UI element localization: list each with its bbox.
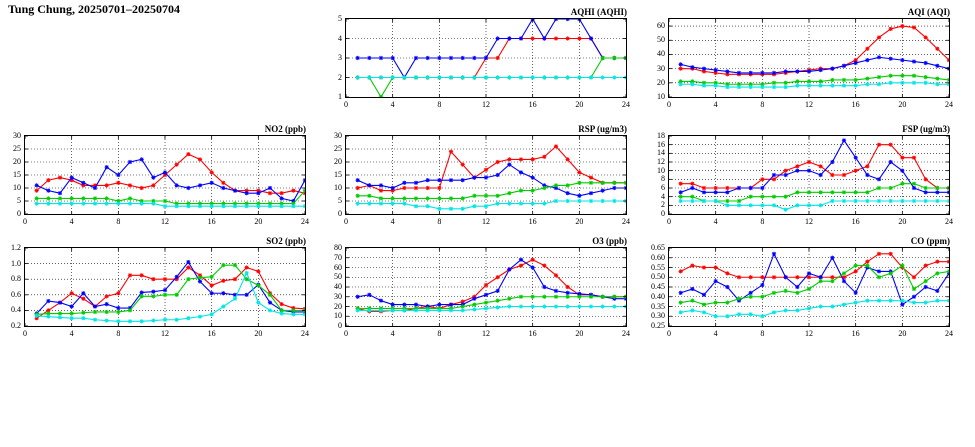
series-line-blue	[358, 260, 626, 307]
xtick-label: 24	[945, 329, 953, 338]
ytick-label: 15	[13, 170, 21, 179]
ytick-label: 3	[338, 53, 342, 62]
chart-title-aqi: AQI (AQI)	[907, 7, 950, 17]
xtick-label: 0	[23, 217, 27, 226]
series-line-red	[681, 254, 949, 277]
chart-title-fsp: FSP (ug/m3)	[902, 124, 950, 134]
plot-area-o3	[345, 247, 627, 327]
ytick-label: 1	[338, 92, 342, 101]
xtick-label: 4	[390, 100, 395, 109]
xtick-label: 16	[851, 329, 860, 338]
ytick-label: 2	[338, 72, 342, 82]
ytick-label: 30	[334, 131, 342, 140]
xtick-label: 8	[116, 217, 121, 226]
ytick-label: 25	[334, 144, 342, 153]
series-line-blue	[37, 159, 305, 201]
ytick-label: 12	[657, 157, 665, 166]
xtick-label: 12	[482, 217, 490, 226]
xtick-label: 4	[713, 100, 718, 109]
xtick-label: 8	[760, 217, 765, 226]
series-line-blue	[681, 57, 949, 73]
ytick-label: 30	[334, 291, 342, 301]
xtick-label: 12	[482, 100, 490, 109]
plot-area-co	[668, 247, 950, 327]
ytick-label: 70	[334, 252, 342, 262]
plot-area-aqi	[668, 18, 950, 98]
ytick-label: 0.45	[651, 282, 665, 291]
xtick-label: 24	[301, 217, 309, 226]
ytick-label: 5	[338, 196, 342, 205]
xtick-label: 20	[575, 100, 584, 109]
series-line-blue	[358, 19, 626, 78]
ytick-label: 30	[657, 63, 665, 73]
xtick-label: 24	[945, 217, 953, 226]
ytick-label: 0.35	[651, 301, 665, 311]
xtick-label: 20	[898, 329, 907, 338]
ytick-label: 5	[338, 14, 342, 23]
xtick-label: 4	[390, 217, 395, 226]
ytick-label: 10	[657, 92, 665, 101]
ytick-label: 1.0	[11, 258, 21, 268]
plot-area-fsp	[668, 135, 950, 215]
ytick-label: 6	[661, 183, 665, 192]
ytick-label: 0	[338, 321, 342, 330]
plot-area-no2	[24, 135, 306, 215]
ytick-label: 0.25	[651, 321, 665, 330]
xtick-label: 16	[528, 329, 537, 338]
xtick-label: 16	[207, 329, 216, 338]
xtick-label: 12	[805, 217, 813, 226]
xtick-label: 24	[622, 329, 630, 338]
ytick-label: 5	[17, 196, 21, 205]
series-line-red	[358, 146, 626, 190]
xtick-label: 16	[851, 217, 860, 226]
xtick-label: 0	[667, 100, 671, 109]
series-line-blue	[37, 262, 305, 313]
xtick-label: 16	[528, 100, 537, 109]
xtick-label: 0	[667, 217, 671, 226]
series-line-green	[681, 266, 949, 305]
ytick-label: 4	[661, 191, 665, 201]
xtick-label: 20	[898, 217, 907, 226]
xtick-label: 20	[575, 329, 584, 338]
plot-area-aqhi	[345, 18, 627, 98]
xtick-label: 8	[116, 329, 121, 338]
plot-area-rsp	[345, 135, 627, 215]
series-line-blue	[358, 165, 626, 196]
xtick-label: 20	[575, 217, 584, 226]
ytick-label: 60	[334, 262, 342, 272]
xtick-label: 4	[69, 217, 74, 226]
ytick-label: 20	[334, 301, 342, 311]
chart-title-o3: O3 (ppb)	[592, 236, 627, 246]
series-line-cyan	[37, 273, 305, 321]
xtick-label: 8	[437, 217, 442, 226]
xtick-label: 24	[622, 217, 630, 226]
ytick-label: 0.2	[11, 321, 21, 330]
xtick-label: 12	[161, 329, 169, 338]
ytick-label: 0.6	[11, 289, 21, 299]
ytick-label: 10	[657, 165, 665, 175]
xtick-label: 12	[805, 329, 813, 338]
ytick-label: 18	[657, 131, 665, 140]
xtick-label: 24	[622, 100, 630, 109]
ytick-label: 10	[13, 183, 21, 192]
xtick-label: 8	[760, 100, 765, 109]
ytick-label: 80	[334, 243, 342, 252]
plot-area-so2	[24, 247, 306, 327]
xtick-label: 20	[254, 217, 263, 226]
ytick-label: 20	[13, 157, 21, 166]
ytick-label: 30	[13, 131, 21, 140]
ytick-label: 60	[657, 21, 665, 31]
chart-title-aqhi: AQHI (AQHI)	[570, 7, 627, 17]
xtick-label: 16	[528, 217, 537, 226]
xtick-label: 0	[344, 217, 348, 226]
ytick-label: 40	[657, 49, 665, 59]
ytick-label: 14	[657, 148, 665, 158]
series-line-blue	[681, 140, 949, 192]
xtick-label: 12	[161, 217, 169, 226]
ytick-label: 1.2	[11, 243, 21, 252]
ytick-label: 0.50	[651, 272, 665, 282]
xtick-label: 0	[344, 100, 348, 109]
xtick-label: 8	[760, 329, 765, 338]
xtick-label: 4	[69, 329, 74, 338]
ytick-label: 0.60	[651, 252, 665, 262]
ytick-label: 50	[657, 35, 665, 45]
ytick-label: 0.40	[651, 291, 665, 301]
series-line-red	[681, 26, 949, 74]
ytick-label: 8	[661, 174, 665, 184]
ytick-label: 25	[13, 144, 21, 153]
xtick-label: 16	[207, 217, 216, 226]
chart-title-co: CO (ppm)	[910, 236, 950, 246]
chart-title-rsp: RSP (ug/m3)	[578, 124, 627, 134]
ytick-label: 0.55	[651, 262, 665, 272]
ytick-label: 0	[17, 209, 21, 218]
xtick-label: 24	[301, 329, 309, 338]
xtick-label: 16	[851, 100, 860, 109]
xtick-label: 8	[437, 329, 442, 338]
ytick-label: 40	[334, 282, 342, 291]
ytick-label: 2	[661, 200, 665, 210]
xtick-label: 4	[390, 329, 395, 338]
chart-title-so2: SO2 (ppb)	[266, 236, 306, 246]
ytick-label: 10	[334, 311, 342, 321]
ytick-label: 0.30	[651, 311, 665, 321]
ytick-label: 0	[338, 209, 342, 218]
ytick-label: 0.65	[651, 243, 665, 252]
xtick-label: 4	[713, 329, 718, 338]
ytick-label: 4	[338, 33, 342, 43]
ytick-label: 20	[334, 157, 342, 166]
xtick-label: 12	[805, 100, 813, 109]
xtick-label: 20	[898, 100, 907, 109]
ytick-label: 0	[661, 209, 665, 218]
series-line-red	[37, 154, 305, 193]
ytick-label: 0.8	[11, 274, 21, 284]
xtick-label: 4	[713, 217, 718, 226]
ytick-label: 16	[657, 139, 665, 149]
xtick-label: 24	[945, 100, 953, 109]
series-line-red	[681, 145, 949, 188]
series-line-cyan	[358, 201, 626, 209]
xtick-label: 20	[254, 329, 263, 338]
xtick-label: 8	[437, 100, 442, 109]
chart-title-no2: NO2 (ppb)	[264, 124, 306, 134]
ytick-label: 50	[334, 272, 342, 282]
xtick-label: 0	[667, 329, 671, 338]
ytick-label: 0.4	[11, 305, 21, 315]
xtick-label: 12	[482, 329, 490, 338]
page-title: Tung Chung, 20250701–20250704	[8, 2, 180, 16]
ytick-label: 15	[334, 170, 342, 179]
ytick-label: 20	[657, 77, 665, 87]
ytick-label: 10	[334, 183, 342, 192]
xtick-label: 0	[344, 329, 348, 338]
xtick-label: 0	[23, 329, 27, 338]
